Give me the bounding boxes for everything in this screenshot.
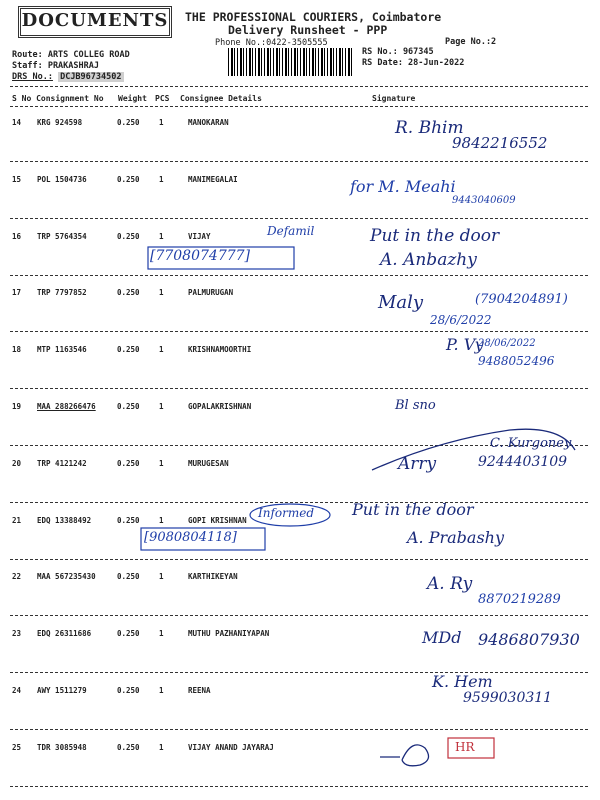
sheet-title: Delivery Runsheet - PPP [228, 23, 388, 37]
row-weight: 0.250 [117, 629, 140, 638]
row-weight: 0.250 [117, 459, 140, 468]
row-pcs: 1 [159, 686, 164, 695]
row-sno: 14 [12, 118, 22, 127]
handwritten-name: A. Anbazhy [380, 250, 477, 270]
row-sno: 17 [12, 288, 22, 297]
row-consignment: TRP 4121242 [37, 459, 87, 468]
row-sno: 19 [12, 402, 22, 411]
handwritten-note: Defamil [267, 224, 315, 238]
handwritten-phone: 9443040609 [452, 195, 516, 206]
row-pcs: 1 [159, 402, 164, 411]
signature: Bl sno [395, 398, 436, 413]
row-weight: 0.250 [117, 118, 140, 127]
row-consignment: AWY 1511279 [37, 686, 87, 695]
row-consignee: GOPALAKRISHNAN [188, 402, 252, 411]
row-pcs: 1 [159, 175, 164, 184]
row-weight: 0.250 [117, 572, 140, 581]
company-title: THE PROFESSIONAL COURIERS, Coimbatore [185, 10, 442, 24]
signature: for M. Meahi [350, 177, 456, 196]
handwritten-phone: (7904204891) [475, 292, 568, 307]
row-pcs: 1 [159, 572, 164, 581]
row-consignee: KRISHNAMOORTHI [188, 345, 252, 354]
row-consignee: VIJAY [188, 232, 211, 241]
row-consignment: TDR 3085948 [37, 743, 87, 752]
handwritten-phone: 9244403109 [478, 454, 568, 470]
row-pcs: 1 [159, 459, 164, 468]
row-weight: 0.250 [117, 743, 140, 752]
handwritten-date: 28/06/2022 [478, 338, 536, 349]
row-consignment: EDQ 26311686 [37, 629, 92, 638]
row-consignee: KARTHIKEYAN [188, 572, 238, 581]
signature: MDd [422, 628, 462, 647]
page-number: Page No.:2 [445, 37, 497, 47]
handwritten-phone: 9488052496 [478, 354, 555, 368]
row-consignment: MTP 1163546 [37, 345, 87, 354]
row-weight: 0.250 [117, 516, 140, 525]
row-consignee: VIJAY ANAND JAYARAJ [188, 743, 274, 752]
row-weight: 0.250 [117, 288, 140, 297]
col-signature: Signature [372, 94, 416, 103]
row-sno: 24 [12, 686, 22, 695]
handwritten-phone: 8870219289 [478, 592, 561, 607]
row-sno: 16 [12, 232, 22, 241]
drs-label: DRS No.: [12, 72, 53, 82]
row-consignee: MURUGESAN [188, 459, 229, 468]
row-consignee: MUTHU PAZHANIYAPAN [188, 629, 270, 638]
row-pcs: 1 [159, 345, 164, 354]
row-pcs: 1 [159, 516, 164, 525]
row-consignee: PALMURUGAN [188, 288, 234, 297]
handwritten-phone: 9599030311 [463, 690, 553, 706]
staff-label: Staff: PRAKASHRAJ [12, 61, 99, 71]
row-weight: 0.250 [117, 402, 140, 411]
row-weight: 0.250 [117, 345, 140, 354]
row-weight: 0.250 [117, 175, 140, 184]
row-consignment: TRP 7797852 [37, 288, 87, 297]
handwritten-phone: 9842216552 [452, 134, 548, 152]
row-pcs: 1 [159, 743, 164, 752]
row-sno: 22 [12, 572, 22, 581]
rs-number: RS No.: 967345 [362, 47, 434, 57]
row-consignee: MANIMEGALAI [188, 175, 238, 184]
row-sno: 25 [12, 743, 22, 752]
row-sno: 21 [12, 516, 22, 525]
row-consignment: MAA 567235430 [37, 572, 96, 581]
handwritten-note: Informed [258, 506, 315, 520]
row-consignee: GOPI KRISHNAN [188, 516, 247, 525]
handwritten-phone: 9486807930 [478, 630, 580, 649]
documents-stamp: DOCUMENTS [18, 6, 172, 38]
row-sno: 23 [12, 629, 22, 638]
handwritten-note: Put in the door [352, 500, 474, 519]
phone-number: Phone No.:0422-3505555 [215, 38, 328, 48]
row-sno: 18 [12, 345, 22, 354]
row-pcs: 1 [159, 629, 164, 638]
handwritten-date: 28/6/2022 [430, 313, 492, 327]
col-weight: Weight [118, 94, 147, 103]
row-sno: 15 [12, 175, 22, 184]
row-pcs: 1 [159, 118, 164, 127]
row-pcs: 1 [159, 288, 164, 297]
signature: A. Ry [427, 574, 473, 594]
signature: P. Vy [446, 335, 484, 354]
row-consignee: MANOKARAN [188, 118, 229, 127]
drs-value: DCJB96734502 [60, 72, 122, 82]
col-consignee: Consignee Details [180, 94, 262, 103]
row-consignee: REENA [188, 686, 211, 695]
row-consignment: MAA 288266476 [37, 402, 96, 411]
row-consignment: EDQ 13388492 [37, 516, 92, 525]
row-weight: 0.250 [117, 686, 140, 695]
row-consignment: KRG 924598 [37, 118, 83, 127]
signature: Arry [398, 454, 437, 474]
handwritten-mark: HR [455, 740, 475, 754]
row-pcs: 1 [159, 232, 164, 241]
row-weight: 0.250 [117, 232, 140, 241]
col-sno-consignment: S No Consignment No [12, 94, 104, 103]
signature: K. Hem [432, 672, 493, 691]
row-consignment: TRP 5764354 [37, 232, 87, 241]
signature: R. Bhim [395, 118, 464, 138]
route-label: Route: ARTS COLLEG ROAD [12, 50, 130, 60]
rs-date: RS Date: 28-Jun-2022 [362, 58, 465, 68]
handwritten-phone: [9080804118] [144, 530, 237, 545]
handwritten-name: A. Prabashy [407, 528, 505, 547]
row-consignment: POL 1504736 [37, 175, 87, 184]
handwritten-note: Put in the door [370, 226, 500, 246]
signature: Maly [378, 292, 424, 313]
handwritten-name: C. Kurgoney [490, 436, 572, 451]
col-pcs: PCS [155, 94, 170, 103]
handwritten-phone: [7708074777] [150, 248, 250, 264]
row-sno: 20 [12, 459, 22, 468]
